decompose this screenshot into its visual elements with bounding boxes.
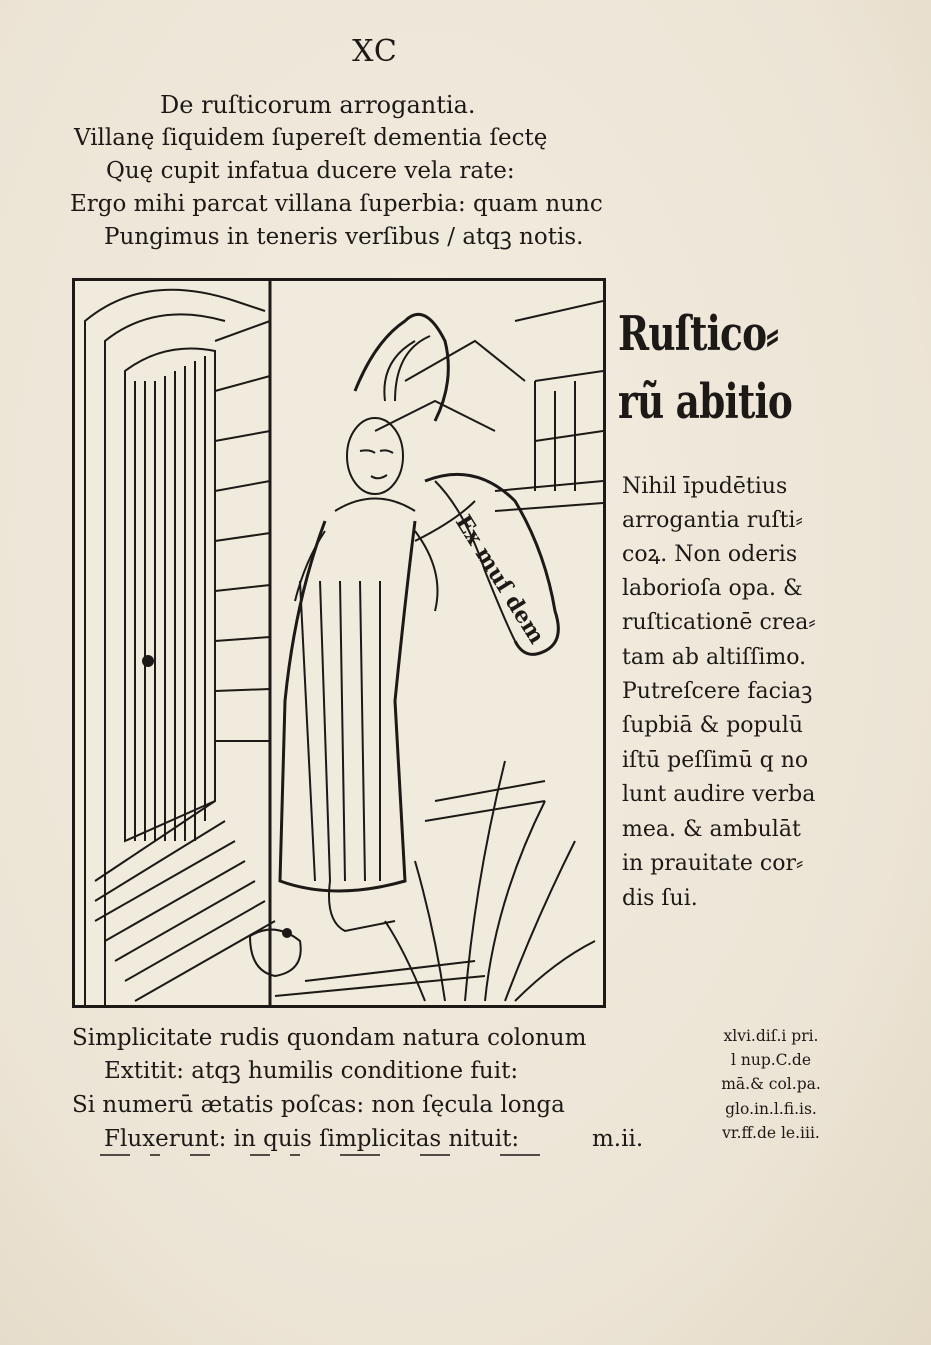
side-prose-line-10: lunt audire verba: [622, 782, 816, 807]
gloss-line-3: mā.& col.pa.: [721, 1075, 821, 1093]
lower-verse-line-2: Extitit: atqꝫ humilis conditione fuit:: [104, 1058, 519, 1084]
side-prose-line-9: iſtū peſſimū q no: [622, 748, 809, 773]
woodcut-scroll-text: Ex muſ dem: [449, 510, 550, 649]
lower-verse-line-3: Si numerū ætatis poſcas: non ſęcula longa: [72, 1092, 565, 1118]
gloss-line-1: xlvi.diſ.i pri.: [723, 1027, 819, 1045]
side-prose-line-12: in prauitate cor⸗: [622, 851, 804, 876]
side-prose-line-7: Putreſcere faciaꝫ: [622, 679, 813, 704]
side-title-line-1: Ruſtico⸗: [618, 306, 778, 362]
side-prose-line-5: ruſticationē crea⸗: [622, 610, 816, 635]
side-title-line-2: rũ abitio: [618, 374, 793, 430]
side-prose-line-3: coꝝ. Non oderis: [622, 542, 798, 567]
ink-dash-row: [100, 1150, 560, 1160]
upper-verse-line-2: Quę cupit infatua ducere vela rate:: [106, 158, 515, 184]
side-prose-line-13: dis ſui.: [622, 886, 698, 911]
side-prose-line-1: Nihil īpudētius: [622, 474, 788, 499]
side-prose-line-2: arrogantia ruſti⸗: [622, 508, 803, 533]
gloss-line-4: glo.in.l.fi.is.: [725, 1100, 817, 1118]
side-prose-line-8: ſupbiā & populū: [622, 713, 803, 738]
upper-verse-line-4: Pungimus in teneris verſibus / atqꝫ notis.: [104, 224, 584, 250]
folio-number: XC: [352, 34, 398, 69]
side-prose-line-4: laborioſa opa. &: [622, 576, 803, 601]
gloss-line-5: vr.ff.de le.iii.: [722, 1124, 820, 1142]
lower-verse-signature: m.ii.: [592, 1126, 644, 1152]
woodcut-illustration-icon: [75, 281, 603, 1005]
gloss-line-2: l nup.C.de: [730, 1051, 812, 1069]
upper-verse-line-3: Ergo mihi parcat villana ſuperbia: quam nunc: [70, 191, 603, 217]
side-prose-line-6: tam ab altiſſimo.: [622, 645, 807, 670]
section-heading: De ruſticorum arrogantia.: [160, 91, 476, 119]
side-prose-line-11: mea. & ambulāt: [622, 817, 801, 842]
lower-verse-line-1: Simplicitate rudis quondam natura colonum: [72, 1025, 587, 1051]
upper-verse-line-1: Villanę ſiquidem ſupereſt dementia ſectę: [74, 125, 548, 151]
lower-verse-line-4: Fluxerunt: in quis ſimplicitas nituit:: [104, 1126, 520, 1152]
woodcut-illustration: [72, 278, 606, 1008]
